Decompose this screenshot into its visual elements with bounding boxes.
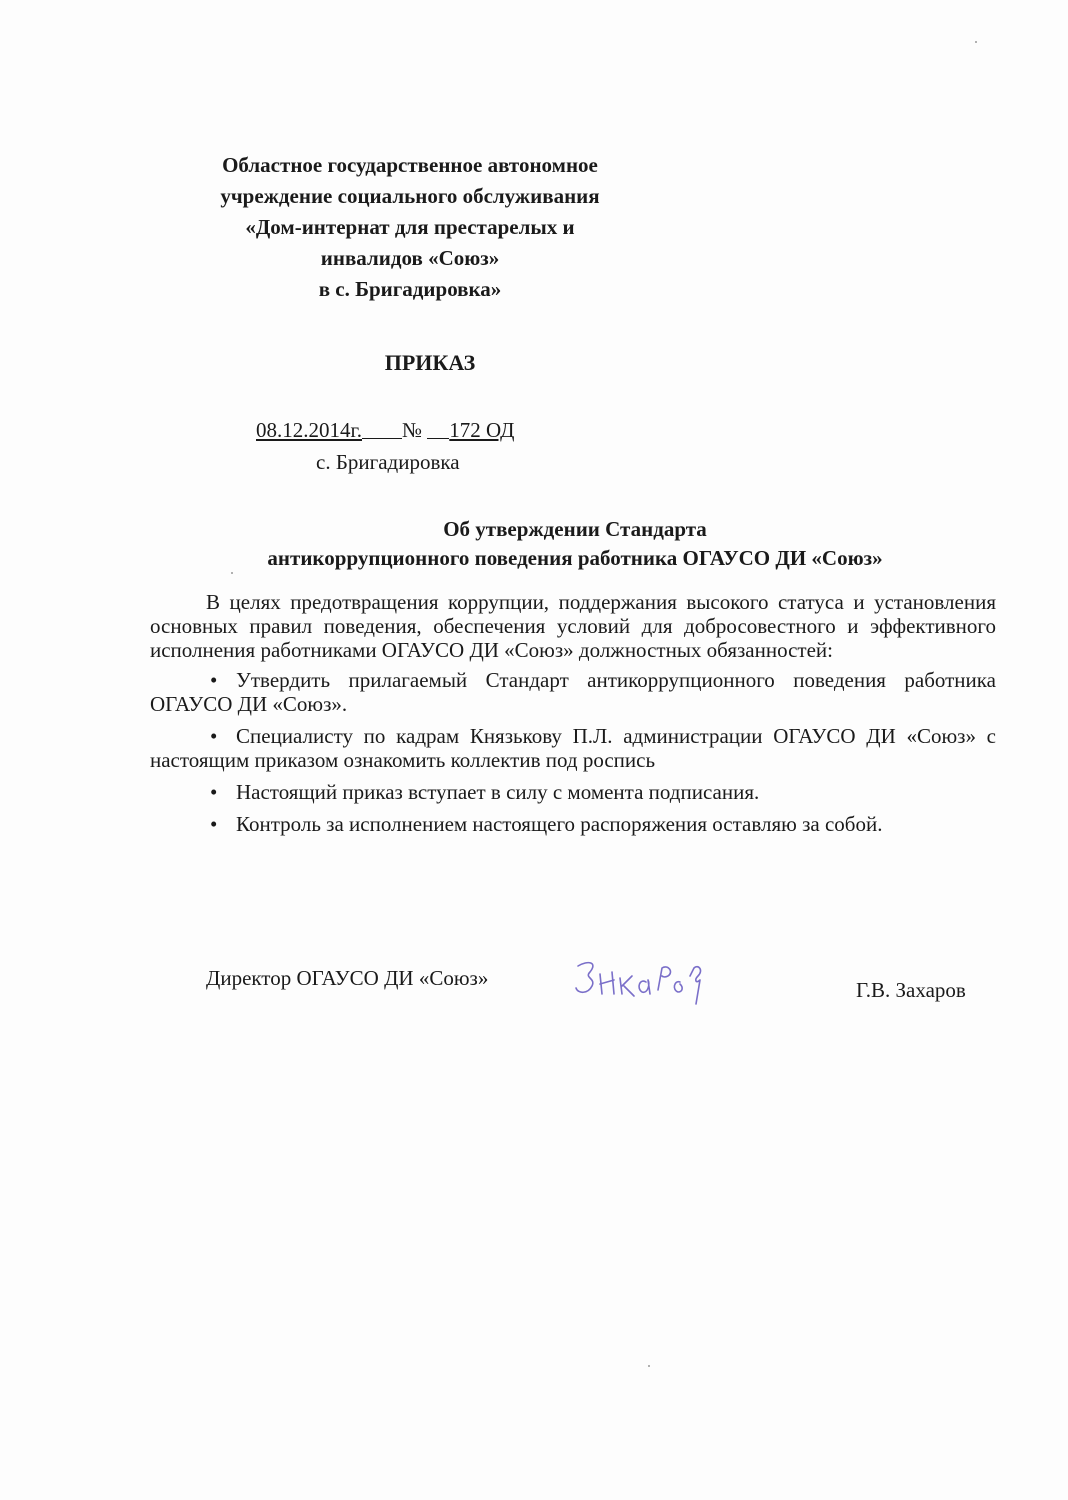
list-item-text: Контроль за исполнением настоящего распоряжения оставляю за собой. xyxy=(236,812,883,836)
date-number-line xyxy=(256,418,515,443)
scan-speck xyxy=(975,41,977,43)
signature-block xyxy=(0,960,1068,1020)
org-header-line: учреждение социального обслуживания xyxy=(220,184,600,208)
subject-line: антикоррупционного поведения работника ОГАУСО ДИ «Союз» xyxy=(267,546,883,570)
document-place: с. Бригадировка xyxy=(316,450,460,474)
handwritten-signature xyxy=(570,954,710,1014)
list-item-text: Специалисту по кадрам Князькову П.Л. администрации ОГАУСО ДИ «Союз» с настоящим приказом ознакомить коллектив под роспись xyxy=(150,724,996,772)
bullet-icon: • xyxy=(210,724,218,748)
document-date: 08.12.2014г. xyxy=(256,418,362,442)
date-underline-gap xyxy=(362,420,402,439)
list-item xyxy=(150,724,996,772)
org-header-line: «Дом-интернат для престарелых и xyxy=(245,215,575,239)
organization-header xyxy=(150,150,670,305)
bullet-icon: • xyxy=(210,812,218,836)
signatory-title: Директор ОГАУСО ДИ «Союз» xyxy=(206,966,489,990)
document-number: 172 ОД xyxy=(449,418,515,442)
document-type-title: ПРИКАЗ xyxy=(384,350,476,375)
org-header-line: Областное государственное автономное xyxy=(222,153,598,177)
org-header-line: в с. Бригадировка» xyxy=(318,277,502,301)
number-underline-gap xyxy=(427,420,449,439)
list-item-text: Утвердить прилагаемый Стандарт антикоррупционного поведения работника ОГАУСО ДИ «Союз». xyxy=(150,668,996,716)
document-subject xyxy=(150,515,1000,573)
bullet-icon: • xyxy=(210,668,218,692)
intro-paragraph: В целях предотвращения коррупции, поддержания высокого статуса и установления основных правил поведения, обеспечения условий для добросовестного и эффективного исполнения работниками ОГАУСО ДИ «Союз» должностных обязанностей: xyxy=(150,590,996,662)
subject-line: Об утверждении Стандарта xyxy=(443,517,707,541)
scan-speck xyxy=(648,1365,650,1367)
scan-speck xyxy=(231,572,233,574)
list-item xyxy=(150,668,996,716)
list-item xyxy=(150,812,996,836)
document-body xyxy=(150,590,996,844)
list-item-text: Настоящий приказ вступает в силу с момента подписания. xyxy=(236,780,760,804)
signatory-name: Г.В. Захаров xyxy=(856,978,966,1002)
number-sign: № xyxy=(402,418,423,442)
bullet-icon: • xyxy=(210,780,218,804)
org-header-line: инвалидов «Союз» xyxy=(320,246,500,270)
list-item xyxy=(150,780,996,804)
